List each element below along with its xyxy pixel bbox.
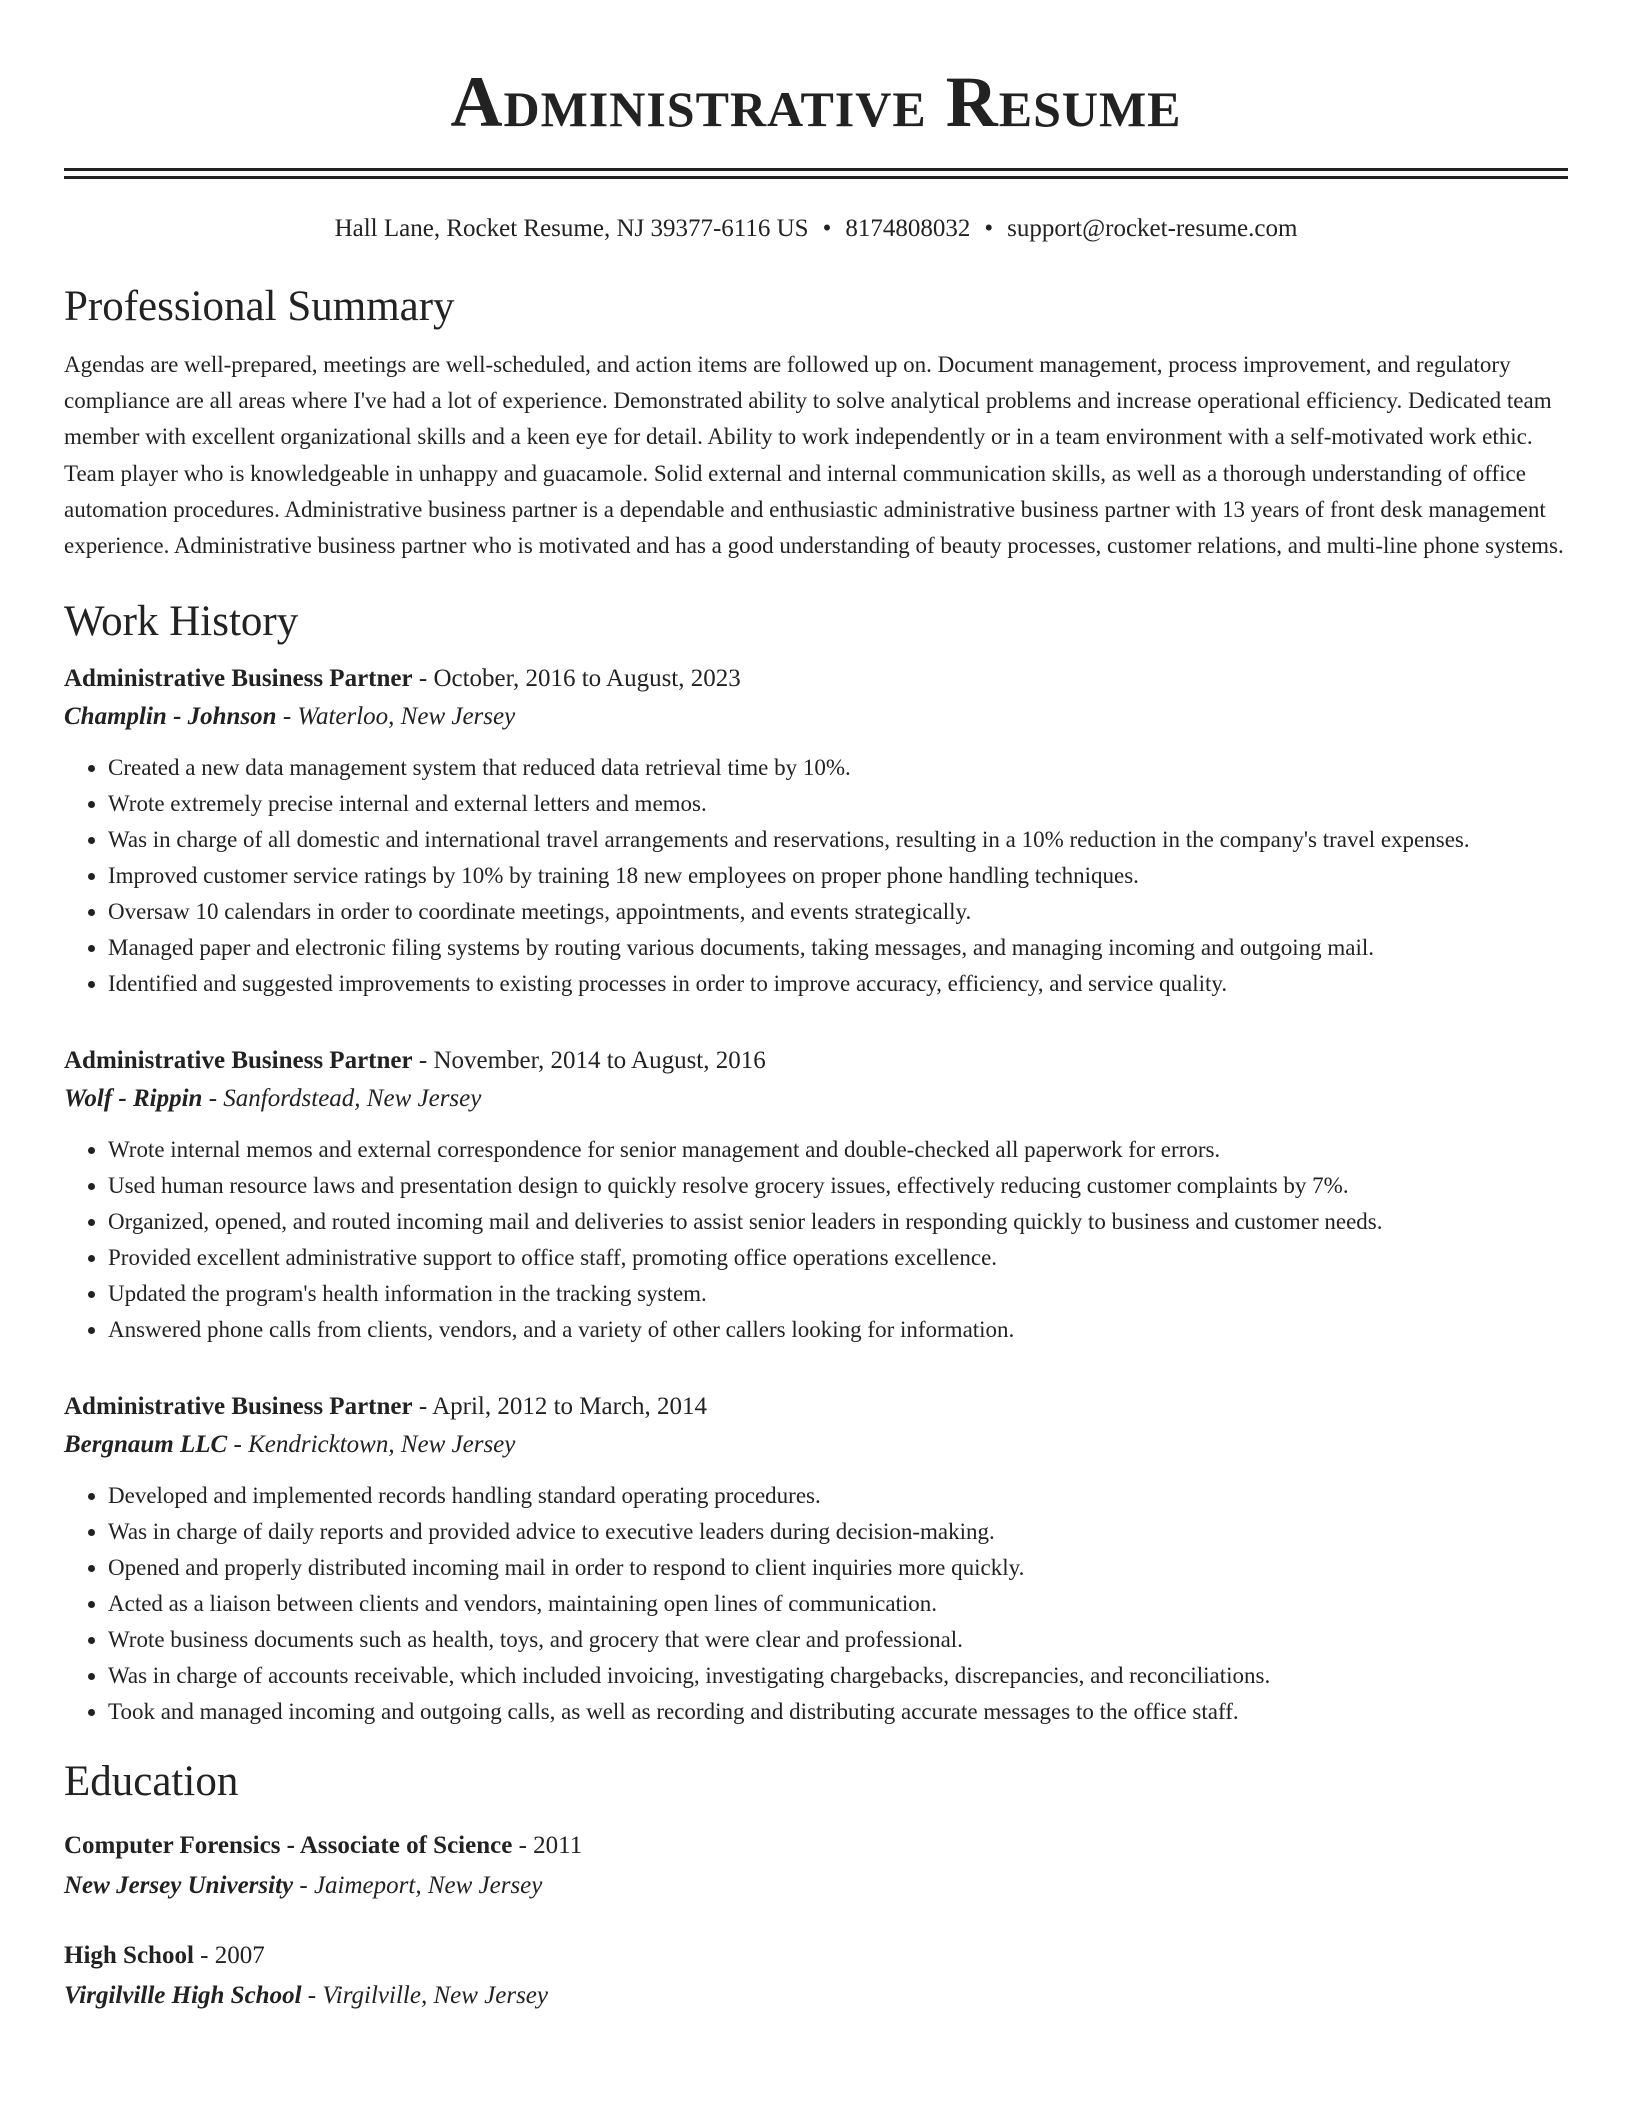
- work-history-heading: Work History: [64, 598, 299, 646]
- job-company: Wolf - Rippin: [64, 1085, 203, 1113]
- job-bullet: • Managed paper and electronic filing systems by routing various documents, taking messages, and managing incoming and outgoing mail.: [108, 930, 1568, 966]
- education-year: 2007: [214, 1942, 265, 1970]
- job-bullet: • Wrote business documents such as health, toys, and grocery that were clear and professional.: [108, 1622, 1568, 1658]
- job-bullet: • Acted as a liaison between clients and vendors, maintaining open lines of communication.: [108, 1586, 1568, 1622]
- job-entry: [64, 660, 1568, 1002]
- title-divider-bottom: [64, 176, 1568, 179]
- job-bullet: • Was in charge of daily reports and provided advice to executive leaders during decision-making.: [108, 1514, 1568, 1550]
- job-location: Sanfordstead, New Jersey: [223, 1085, 482, 1113]
- education-degree-line: High School - 2007: [64, 1942, 265, 1970]
- work-history-list: [64, 660, 1568, 1730]
- contact-separator: •: [822, 215, 832, 242]
- job-bullet: • Updated the program's health information in the tracking system.: [108, 1276, 1568, 1312]
- job-bullet: • Identified and suggested improvements to existing processes in order to improve accuracy, efficiency, and service quality.: [108, 966, 1568, 1002]
- contact-phone: 8174808032: [845, 215, 971, 242]
- job-company: Bergnaum LLC: [64, 1431, 228, 1459]
- education-school-line: Virgilville High School - Virgilville, New Jersey: [64, 1982, 548, 2010]
- job-entry: [64, 1388, 1568, 1730]
- contact-separator: •: [984, 215, 994, 242]
- job-bullet: • Used human resource laws and presentation design to quickly resolve grocery issues, effectively reducing customer complaints by 7%.: [108, 1168, 1568, 1204]
- job-bullet: • Oversaw 10 calendars in order to coordinate meetings, appointments, and events strategically.: [108, 894, 1568, 930]
- job-bullets: [64, 750, 1568, 1002]
- education-location: Virgilville, New Jersey: [322, 1982, 548, 2010]
- job-company: Champlin - Johnson: [64, 703, 277, 731]
- education-school-line: New Jersey University - Jaimeport, New Jersey: [64, 1872, 543, 1900]
- job-bullets: [64, 1478, 1568, 1730]
- education-entry: [64, 1936, 1568, 2016]
- job-company-line: Wolf - Rippin - Sanfordstead, New Jersey: [64, 1085, 482, 1113]
- job-bullet: • Took and managed incoming and outgoing calls, as well as recording and distributing accurate messages to the office staff.: [108, 1694, 1568, 1730]
- resume-page: [64, 0, 1568, 2016]
- education-location: Jaimeport, New Jersey: [313, 1872, 543, 1900]
- education-entry: [64, 1826, 1568, 1906]
- job-bullets: [64, 1132, 1568, 1348]
- job-bullet: • Created a new data management system that reduced data retrieval time by 10%.: [108, 750, 1568, 786]
- education-degree-line: Computer Forensics - Associate of Science - 2011: [64, 1832, 583, 1860]
- job-header: Administrative Business Partner - November, 2014 to August, 2016: [64, 1047, 766, 1075]
- job-title: Administrative Business Partner: [64, 1393, 413, 1421]
- title-divider-top: [64, 168, 1568, 171]
- contact-line: [64, 213, 1568, 245]
- education-degree: Computer Forensics - Associate of Science: [64, 1832, 513, 1860]
- job-bullet: • Was in charge of all domestic and international travel arrangements and reservations, resulting in a 10% reduction in the company's travel expenses.: [108, 822, 1568, 858]
- job-company-line: Bergnaum LLC - Kendricktown, New Jersey: [64, 1431, 516, 1459]
- summary-text: Agendas are well-prepared, meetings are well-scheduled, and action items are followed up on. Document management, process improvement, and regulatory compliance are all areas where I've had a lot of experience. Demonstrated ability to solve analytical problems and increase operational efficiency. Dedicated team member with excellent organizational skills and a keen eye for detail. Ability to work independently or in a team environment with a self-motivated work ethic. Team player who is knowledgeable in unhappy and guacamole. Solid external and internal communication skills, as well as a thorough understanding of office automation procedures. Administrative business partner is a dependable and enthusiastic administrative business partner with 13 years of front desk management experience. Administrative business partner who is motivated and has a good understanding of beauty processes, customer relations, and multi-line phone systems.: [64, 352, 1564, 559]
- education-school: New Jersey University: [64, 1872, 294, 1900]
- job-bullet: • Answered phone calls from clients, vendors, and a variety of other callers looking for information.: [108, 1312, 1568, 1348]
- job-dates: November, 2014 to August, 2016: [433, 1047, 766, 1075]
- job-bullet: • Wrote internal memos and external correspondence for senior management and double-checked all paperwork for errors.: [108, 1132, 1568, 1168]
- resume-title: Administrative Resume: [450, 62, 1182, 142]
- summary-heading: Professional Summary: [64, 283, 455, 330]
- contact-email: support@rocket-resume.com: [1007, 215, 1298, 242]
- job-header: Administrative Business Partner - October, 2016 to August, 2023: [64, 665, 741, 693]
- education-list: [64, 1826, 1568, 2016]
- job-bullet: • Wrote extremely precise internal and external letters and memos.: [108, 786, 1568, 822]
- job-bullet: • Developed and implemented records handling standard operating procedures.: [108, 1478, 1568, 1514]
- job-bullet: • Improved customer service ratings by 10% by training 18 new employees on proper phone handling techniques.: [108, 858, 1568, 894]
- job-bullet: • Provided excellent administrative support to office staff, promoting office operations excellence.: [108, 1240, 1568, 1276]
- education-degree: High School: [64, 1942, 194, 1970]
- job-company-line: Champlin - Johnson - Waterloo, New Jersey: [64, 703, 516, 731]
- job-bullet: • Organized, opened, and routed incoming mail and deliveries to assist senior leaders in responding quickly to business and customer needs.: [108, 1204, 1568, 1240]
- education-school: Virgilville High School: [64, 1982, 302, 2010]
- job-header: Administrative Business Partner - April, 2012 to March, 2014: [64, 1393, 708, 1421]
- job-title: Administrative Business Partner: [64, 1047, 413, 1075]
- education-heading: Education: [64, 1758, 239, 1806]
- job-title: Administrative Business Partner: [64, 665, 413, 693]
- education-year: 2011: [533, 1832, 583, 1860]
- job-bullet: • Opened and properly distributed incoming mail in order to respond to client inquiries more quickly.: [108, 1550, 1568, 1586]
- job-location: Kendricktown, New Jersey: [248, 1431, 516, 1459]
- job-dates: October, 2016 to August, 2023: [433, 665, 741, 693]
- job-bullet: • Was in charge of accounts receivable, which included invoicing, investigating chargebacks, discrepancies, and reconciliations.: [108, 1658, 1568, 1694]
- job-entry: [64, 1042, 1568, 1348]
- job-dates: April, 2012 to March, 2014: [432, 1393, 708, 1421]
- contact-address: Hall Lane, Rocket Resume, NJ 39377-6116 US: [334, 215, 809, 242]
- job-location: Waterloo, New Jersey: [297, 703, 516, 731]
